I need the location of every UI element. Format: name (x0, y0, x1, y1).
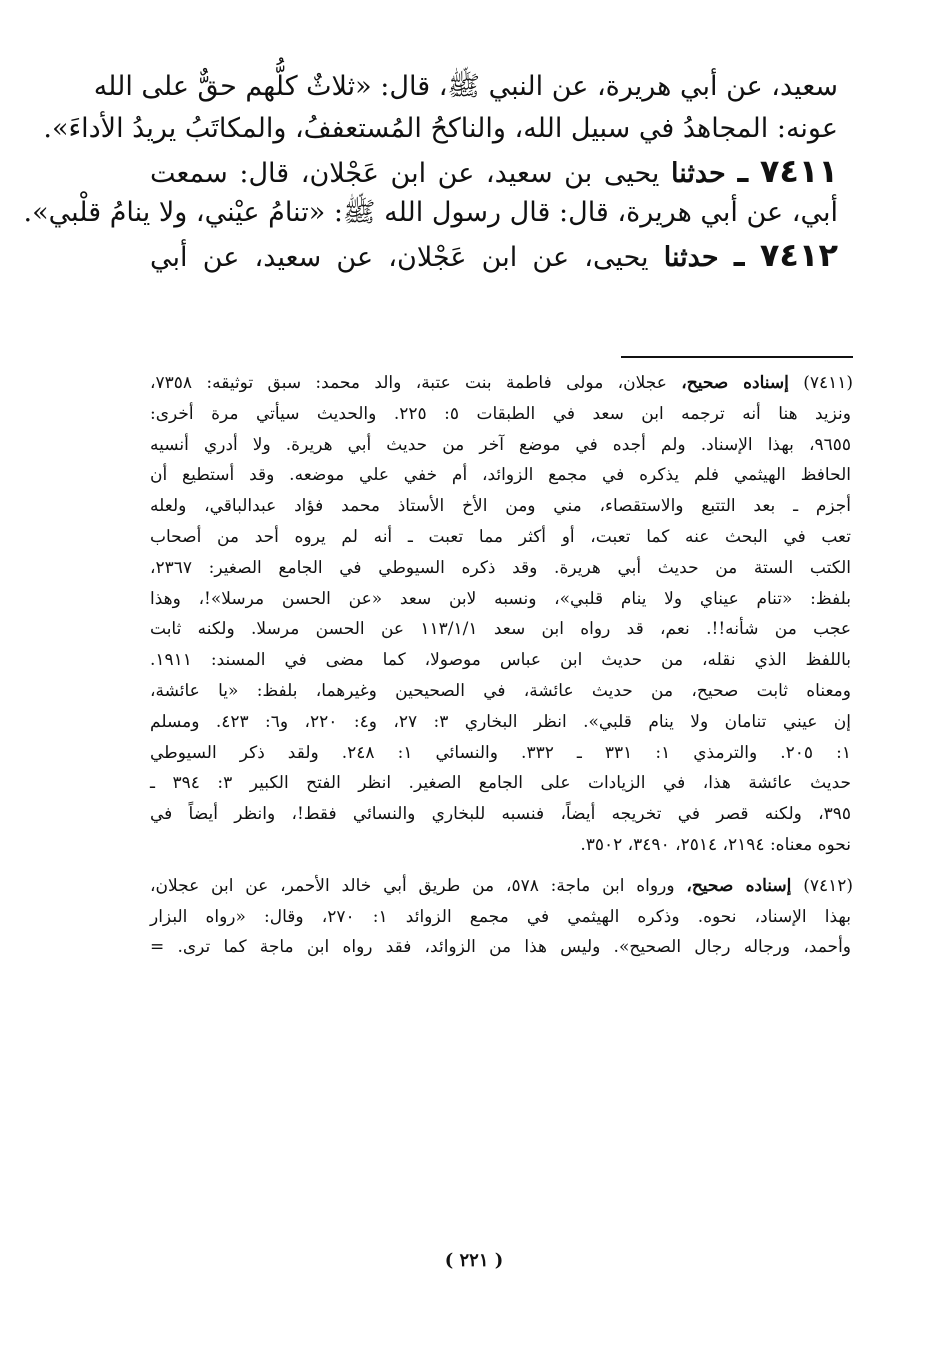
footnote-text: ٩٦٥٥، بهذا الإسناد. ولم أجده في موضع آخر من حديث أبي هريرة. ولا أدري أنسيه (150, 434, 851, 455)
footnote-line (150, 707, 853, 738)
main-text-content: سعيد، عن أبي هريرة، عن النبي ﷺ، قال: «ثلاثٌ كلُّهم حقٌّ على الله (93, 71, 838, 102)
footnote-lead: إسناده صحيح، (681, 373, 789, 393)
footnote-line (150, 738, 853, 769)
footnote-label: (٧٤١٢) (803, 875, 853, 896)
footnote-line (150, 902, 853, 933)
narration-lead: حدثنا (671, 158, 726, 189)
footnote-line (150, 932, 853, 963)
footnote-text: ٣٩٥، ولكنه قصر في تخريجه أيضاً، فنسبه للبخاري والنسائي فقط!، وانظر أيضاً في (150, 804, 851, 825)
footnotes (150, 368, 853, 963)
footnote-start-line (150, 871, 853, 902)
footnote-lead: إسناده صحيح، (686, 875, 792, 896)
footnote-text: ومعناه ثابت صحيح، من حديث عائشة، في الصحيحين وغيرهما، بلفظ: «يا عائشة، (150, 680, 851, 701)
footnote-text: تعب في البحث عنه كما تعبت، أو أكثر مما تعبت ـ أنه لم يروه أحد من أصحاب (150, 526, 851, 547)
footnote-line (150, 522, 853, 553)
footnote-line (150, 491, 853, 522)
footnote-text: وأحمد، ورجاله رجال الصحيح». وليس هذا من الزوائد، فقد رواه ابن ماجة كما ترى. = (150, 937, 851, 958)
main-text-line (150, 150, 838, 192)
footnote-gap (150, 861, 853, 871)
footnote-line (150, 676, 853, 707)
main-text-line (93, 66, 838, 108)
footnote-text: عجلان، مولى فاطمة بنت عتبة، والد محمد: سبق توثيقه: ٧٣٥٨، (150, 373, 667, 393)
footnote-line (150, 584, 853, 615)
footnote-text: نحوه معناه: ٢١٩٤، ٢٥١٤، ٣٤٩٠، ٣٥٠٢. (580, 834, 851, 855)
narration-lead: حدثنا (663, 242, 719, 273)
footnote-line (150, 799, 853, 830)
main-text-line (150, 234, 838, 276)
footnote-line (150, 553, 853, 584)
footnote-text: الحافظ الهيثمي فلم يذكره في مجمع الزوائد، أم خفي علي موضعه. وقد أستطيع أن (150, 465, 851, 486)
hadith-dash: ـ (733, 236, 745, 274)
footnote-text: ١: ٢٠٥. والترمذي ١: ٣٣١ ـ ٣٣٢. والنسائي ١: ٢٤٨. ولقد ذكر السيوطي (150, 742, 851, 763)
footnote-text: أجزم ـ بعد التتبع والاستقصاء، مني ومن الأخ الأستاذ محمد فؤاد عبدالباقي، ولعله (150, 496, 851, 517)
footnote-line (150, 399, 853, 430)
footnote-line (150, 430, 853, 461)
page-number: ( ٢٢١ ) (444, 1250, 504, 1271)
footnote-text: ونزيد هنا أنه ترجمه ابن سعد في الطبقات ٥: ٢٢٥. والحديث سيأتي مرة أخرى: (150, 403, 851, 424)
footnote-text: عجب من شأنه!!. نعم، قد رواه ابن سعد ١١٣/١/١ عن الحسن مرسلا. ولكنه ثابت (150, 619, 851, 640)
footnote-text: حديث عائشة هذا، في الزيادات على الجامع الصغير. انظر الفتح الكبير ٣: ٣٩٤ ـ (150, 773, 852, 794)
footnote-line (150, 614, 853, 645)
footnote-text: باللفظ الذي نقله، من حديث ابن عباس موصولا، كما مضى في المسند: ١٩١١. (150, 650, 851, 671)
footnote-start-line (150, 368, 853, 399)
footnote-text: الكتب الستة من حديث أبي هريرة. وقد ذكره السيوطي في الجامع الصغير: ٢٣٦٧، (150, 557, 851, 578)
footnote-line (150, 460, 853, 491)
footnote-line (150, 645, 853, 676)
footnote-text: إن عيني تنامان ولا ينام قلبي». انظر البخاري ٣: ٢٧، و٤: ٢٢٠، و٦: ٤٢٣. ومسلم (150, 711, 851, 732)
hadith-number: ٧٤١١ (759, 152, 838, 190)
main-text-line (43, 108, 838, 150)
main-text-content: أبي، عن أبي هريرة، قال: قال رسول الله ﷺ: «تنامُ عيْني، ولا ينامُ قلْبي». (23, 197, 838, 228)
footnote-label: (٧٤١١) (803, 373, 854, 393)
main-text-content: يحيى بن سعيد، عن ابن عَجْلان، قال: سمعت (150, 158, 660, 189)
main-text-content: يحيى، عن ابن عَجْلان، عن سعيد، عن أبي (150, 242, 649, 273)
hadith-number: ٧٤١٢ (759, 236, 838, 274)
hadith-dash: ـ (737, 152, 749, 190)
footnote-line (150, 830, 853, 861)
main-text (23, 66, 838, 276)
footnote-text: بلفظ: «تنام عيناي ولا ينام قلبي»، ونسبه لابن سعد «عن الحسن مرسلا»!، وهذا (150, 588, 851, 609)
footnote-text: بهذا الإسناد، نحوه. وذكره الهيثمي في مجمع الزوائد ١: ٢٧٠، وقال: «رواه البزار (150, 906, 851, 927)
main-text-content: عونه: المجاهدُ في سبيل الله، والناكحُ المُستعففُ، والمكاتَبُ يريدُ الأداءَ». (43, 113, 838, 144)
footnote-separator (621, 356, 853, 358)
main-text-line (23, 192, 838, 234)
footnote-line (150, 768, 853, 799)
footnote-text: ورواه ابن ماجة: ٥٧٨، من طريق أبي خالد الأحمر، عن ابن عجلان، (150, 875, 675, 896)
